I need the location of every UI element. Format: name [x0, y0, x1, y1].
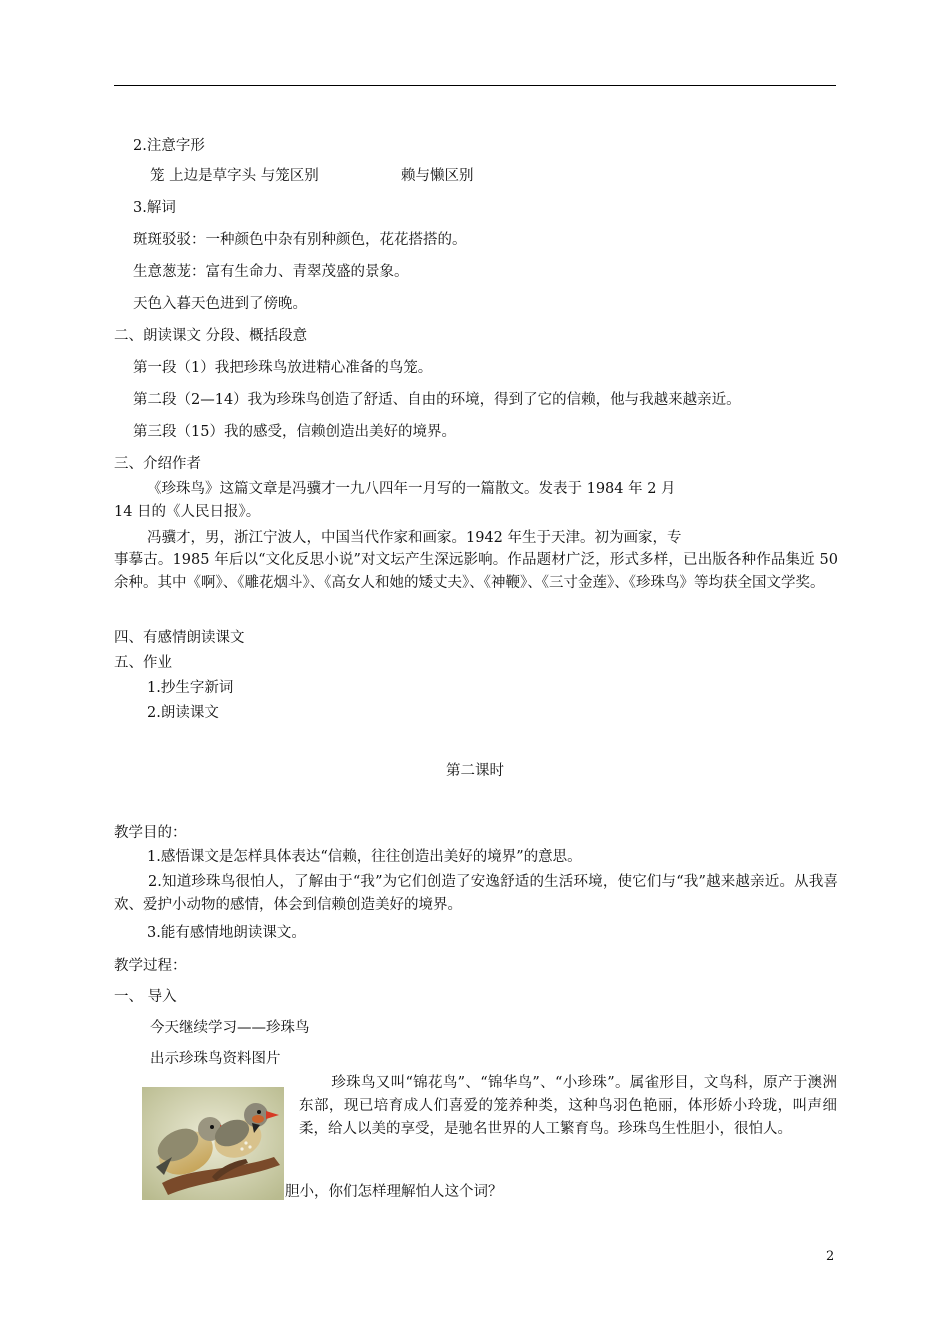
glyph-heading: 2.注意字形 — [133, 138, 205, 154]
pearl-bird-photo — [142, 1087, 284, 1200]
step-1-line-b: 出示珍珠鸟资料图片 — [150, 1051, 281, 1067]
paragraph-summary-2: 第二段（2—14）我为珍珠鸟创造了舒适、自由的环境，得到了它的信赖，他与我越来越亲近。 — [133, 392, 741, 408]
goals-heading: 教学目的： — [114, 825, 187, 841]
goal-2 — [114, 871, 838, 917]
step-1-line-a: 今天继续学习——珍珠鸟 — [150, 1020, 310, 1036]
section-2-heading: 二、朗读课文 分段、概括段意 — [114, 328, 308, 344]
process-heading: 教学过程： — [114, 958, 187, 974]
lesson-2-title: 第二课时 — [446, 763, 504, 779]
goal-2-text: 2.知道珍珠鸟很怕人，了解由于“我”为它们创造了安逸舒适的生活环境，使它们与“我”越来越亲近。从我喜欢、爱护小动物的感情，体会到信赖创造美好的境界。 — [114, 874, 838, 913]
article-info-line-2: 14 日的《人民日报》。 — [114, 504, 261, 520]
paragraph-summary-3: 第三段（15）我的感受，信赖创造出美好的境界。 — [133, 424, 456, 440]
bird-info-paragraph — [299, 1072, 837, 1141]
step-1-heading: 一、 导入 — [114, 989, 177, 1005]
section-5-heading: 五、作业 — [114, 655, 172, 671]
homework-item-2: 2.朗读课文 — [147, 705, 219, 721]
word-definition-3: 天色入暮天色进到了傍晚。 — [133, 296, 307, 312]
bird-info-text: 珍珠鸟又叫“锦花鸟”、“锦华鸟”、“小珍珠”。属雀形目，文鸟科，原产于澳洲东部，现已培育成人们喜爱的笼养种类，这种鸟羽色艳丽，体形娇小玲珑，叫声细柔，给人以美的享受，是驰名世界的人工繁育鸟。珍珠鸟生性胆小，很怕人。 — [299, 1075, 837, 1137]
header-rule — [114, 85, 836, 86]
section-4-heading: 四、有感情朗读课文 — [114, 630, 245, 646]
words-heading: 3.解词 — [133, 200, 176, 216]
article-info-line-1: 《珍珠鸟》这篇文章是冯骥才一九八四年一月写的一篇散文。发表于 1984 年 2 月 — [147, 481, 676, 497]
author-bio-rest: 事摹古。1985 年后以“文化反思小说”对文坛产生深远影响。作品题材广泛，形式多样，已出版各种作品集近 50 余种。其中《啊》、《雕花烟斗》、《高女人和她的矮丈夫》、《神鞭》、《三寸金莲》、《珍珠鸟》等均获全国文学奖。 — [114, 552, 838, 591]
goal-1: 1.感悟课文是怎样具体表达“信赖，往往创造出美好的境界”的意思。 — [147, 849, 582, 865]
author-bio-line-1: 冯骥才，男，浙江宁波人，中国当代作家和画家。1942 年生于天津。初为画家，专 — [147, 530, 682, 546]
page-number: 2 — [826, 1249, 835, 1264]
homework-item-1: 1.抄生字新词 — [147, 680, 234, 696]
section-3-heading: 三、介绍作者 — [114, 456, 201, 472]
glyph-note-a: 笼 上边是草字头 与笼区别 — [150, 168, 319, 184]
word-definition-2: 生意葱茏：富有生命力、青翠茂盛的景象。 — [133, 264, 409, 280]
word-definition-1: 斑斑驳驳：一种颜色中杂有别种颜色，花花搭搭的。 — [133, 232, 467, 248]
discussion-question: 胆小，你们怎样理解怕人这个词？ — [285, 1184, 503, 1200]
paragraph-summary-1: 第一段（1）我把珍珠鸟放进精心准备的鸟笼。 — [133, 360, 433, 376]
goal-3: 3.能有感情地朗读课文。 — [147, 925, 306, 941]
glyph-note-b: 赖与懒区别 — [401, 168, 474, 184]
